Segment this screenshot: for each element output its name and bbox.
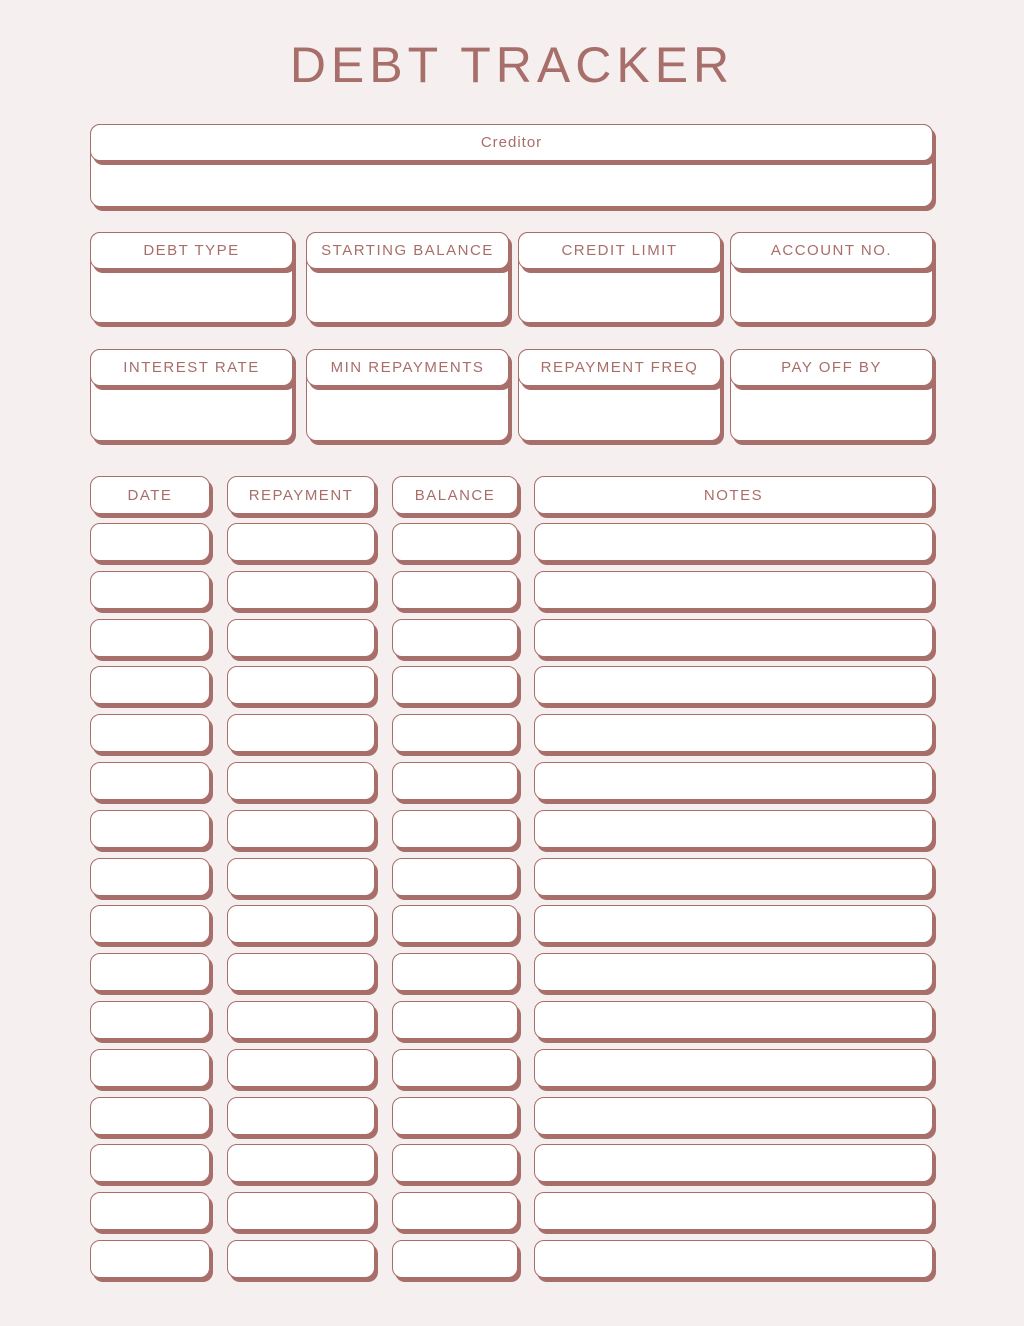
repayment-cell[interactable]	[227, 762, 375, 800]
balance-cell[interactable]	[392, 905, 518, 943]
repayment-cell[interactable]	[227, 1097, 375, 1135]
interest-rate-label: INTEREST RATE	[90, 349, 293, 386]
notes-cell[interactable]	[534, 858, 933, 896]
notes-cell[interactable]	[534, 905, 933, 943]
repayment-cell[interactable]	[227, 1192, 375, 1230]
notes-cell[interactable]	[534, 1144, 933, 1182]
credit-limit-label: CREDIT LIMIT	[518, 232, 721, 269]
repayment-cell[interactable]	[227, 953, 375, 991]
repayment-cell[interactable]	[227, 666, 375, 704]
balance-cell[interactable]	[392, 1049, 518, 1087]
balance-cell[interactable]	[392, 619, 518, 657]
column-header-balance: BALANCE	[392, 476, 518, 514]
date-cell[interactable]	[90, 1097, 210, 1135]
balance-cell[interactable]	[392, 666, 518, 704]
balance-cell[interactable]	[392, 714, 518, 752]
notes-cell[interactable]	[534, 666, 933, 704]
balance-cell[interactable]	[392, 762, 518, 800]
notes-cell[interactable]	[534, 1049, 933, 1087]
repayment-cell[interactable]	[227, 523, 375, 561]
min-repayments-label: MIN REPAYMENTS	[306, 349, 509, 386]
notes-cell[interactable]	[534, 1192, 933, 1230]
notes-cell[interactable]	[534, 1001, 933, 1039]
repayment-cell[interactable]	[227, 858, 375, 896]
notes-cell[interactable]	[534, 523, 933, 561]
column-header-notes: NOTES	[534, 476, 933, 514]
repayment-cell[interactable]	[227, 619, 375, 657]
date-cell[interactable]	[90, 666, 210, 704]
notes-cell[interactable]	[534, 1240, 933, 1278]
date-cell[interactable]	[90, 1001, 210, 1039]
column-header-repayment: REPAYMENT	[227, 476, 375, 514]
repayment-cell[interactable]	[227, 1001, 375, 1039]
creditor-label: Creditor	[90, 124, 933, 161]
balance-cell[interactable]	[392, 1144, 518, 1182]
date-cell[interactable]	[90, 905, 210, 943]
repayment-cell[interactable]	[227, 571, 375, 609]
notes-cell[interactable]	[534, 571, 933, 609]
balance-cell[interactable]	[392, 810, 518, 848]
balance-cell[interactable]	[392, 1001, 518, 1039]
date-cell[interactable]	[90, 523, 210, 561]
account-no-label: ACCOUNT NO.	[730, 232, 933, 269]
date-cell[interactable]	[90, 571, 210, 609]
date-cell[interactable]	[90, 714, 210, 752]
balance-cell[interactable]	[392, 1097, 518, 1135]
notes-cell[interactable]	[534, 953, 933, 991]
repayment-cell[interactable]	[227, 1144, 375, 1182]
starting-balance-label: STARTING BALANCE	[306, 232, 509, 269]
date-cell[interactable]	[90, 810, 210, 848]
page-title: DEBT TRACKER	[289, 37, 735, 93]
date-cell[interactable]	[90, 619, 210, 657]
balance-cell[interactable]	[392, 858, 518, 896]
repayment-freq-label: REPAYMENT FREQ	[518, 349, 721, 386]
debt-type-label: DEBT TYPE	[90, 232, 293, 269]
balance-cell[interactable]	[392, 523, 518, 561]
balance-cell[interactable]	[392, 1192, 518, 1230]
date-cell[interactable]	[90, 953, 210, 991]
repayment-cell[interactable]	[227, 905, 375, 943]
column-header-date: DATE	[90, 476, 210, 514]
repayment-cell[interactable]	[227, 1049, 375, 1087]
repayment-cell[interactable]	[227, 1240, 375, 1278]
notes-cell[interactable]	[534, 619, 933, 657]
pay-off-by-label: PAY OFF BY	[730, 349, 933, 386]
balance-cell[interactable]	[392, 571, 518, 609]
date-cell[interactable]	[90, 1144, 210, 1182]
date-cell[interactable]	[90, 1049, 210, 1087]
repayment-cell[interactable]	[227, 810, 375, 848]
date-cell[interactable]	[90, 762, 210, 800]
notes-cell[interactable]	[534, 810, 933, 848]
balance-cell[interactable]	[392, 953, 518, 991]
date-cell[interactable]	[90, 1192, 210, 1230]
date-cell[interactable]	[90, 1240, 210, 1278]
date-cell[interactable]	[90, 858, 210, 896]
notes-cell[interactable]	[534, 714, 933, 752]
balance-cell[interactable]	[392, 1240, 518, 1278]
notes-cell[interactable]	[534, 762, 933, 800]
notes-cell[interactable]	[534, 1097, 933, 1135]
repayment-cell[interactable]	[227, 714, 375, 752]
